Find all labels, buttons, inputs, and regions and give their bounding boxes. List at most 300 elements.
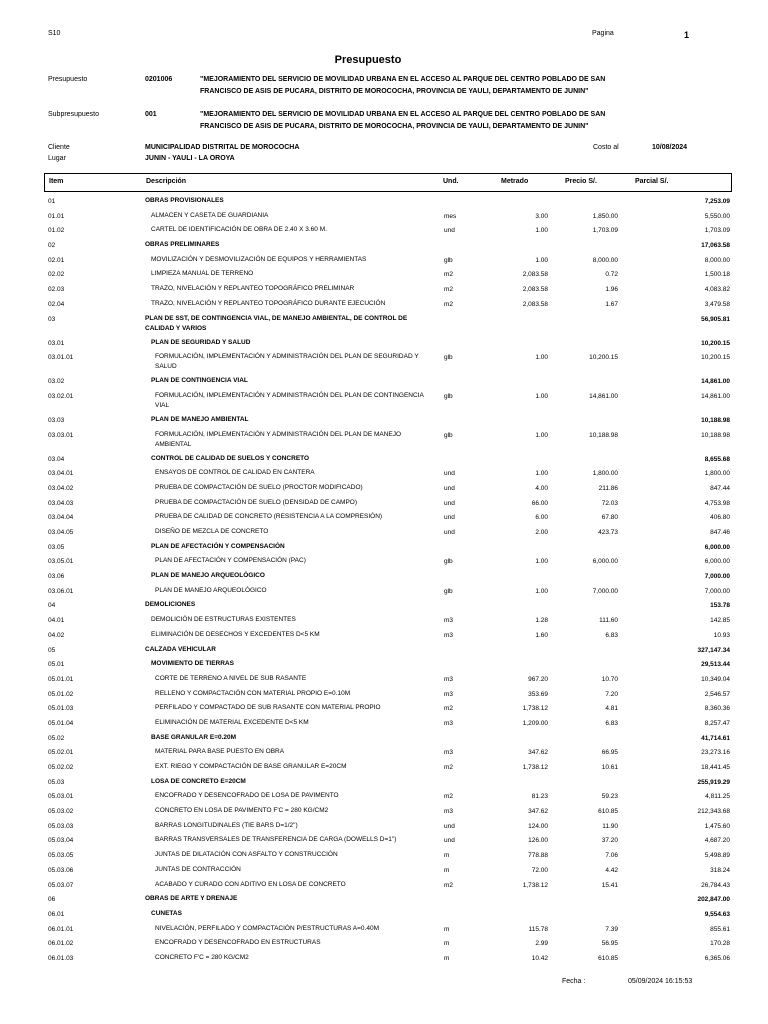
row-parcial: 4,083.82	[704, 286, 730, 294]
row-description: JUNTAS DE DILATACIÓN CON ASFALTO Y CONSTRUCCIÓN	[155, 851, 338, 859]
row-unit: m3	[444, 749, 454, 757]
page-label: Pagina	[592, 30, 614, 37]
row-precio: 6,000.00	[592, 558, 618, 566]
row-item: 05.02.02	[48, 764, 74, 771]
cliente-value: MUNICIPALIDAD DISTRITAL DE MOROCOCHA	[145, 144, 300, 151]
row-unit: m3	[444, 617, 454, 625]
row-parcial: 6,000.00	[704, 543, 730, 551]
row-description: LIMPIEZA MANUAL DE TERRENO	[151, 270, 254, 278]
table-row	[48, 467, 730, 482]
table-row	[48, 298, 730, 313]
fecha-value: 05/09/2024 16:15:53	[628, 978, 693, 985]
row-parcial: 318.24	[710, 866, 730, 874]
row-description: TRAZO, NIVELACIÓN Y REPLANTEO TOPOGRÁFICO PRELIMINAR	[151, 285, 355, 293]
row-precio: 10.70	[601, 675, 618, 683]
row-precio: 610.85	[598, 808, 618, 816]
row-parcial: 10,188.98	[701, 431, 730, 439]
table-row	[48, 644, 730, 659]
row-description: EXT. RIEGO Y COMPACTACIÓN DE BASE GRANULAR E=20CM	[155, 763, 347, 770]
row-description: BASE GRANULAR E=0.20M	[151, 733, 237, 741]
row-description: DEMOLICIONES	[145, 601, 196, 609]
row-item: 06.01	[48, 910, 65, 918]
row-precio: 111.60	[599, 617, 618, 625]
row-metrado: 4.00	[535, 484, 548, 492]
row-precio: 6.83	[605, 631, 618, 639]
row-unit: und	[444, 837, 455, 845]
row-metrado: 347.62	[528, 808, 548, 816]
row-metrado: 1.28	[535, 617, 548, 625]
row-item: 04	[48, 602, 56, 610]
row-description: ELIMINACIÓN DE DESECHOS Y EXCEDENTES D<5 KM	[151, 630, 320, 638]
table-header	[44, 173, 732, 192]
row-parcial: 170.28	[710, 940, 730, 948]
row-unit: und	[444, 514, 455, 522]
row-description: MOVILIZACIÓN Y DESMOVILIZACIÓN DE EQUIPOS Y HERRAMIENTAS	[151, 255, 367, 263]
row-parcial: 212,343.68	[697, 808, 730, 816]
row-item: 05	[48, 646, 56, 654]
table-row	[48, 908, 730, 923]
row-precio: 7,000.00	[592, 587, 618, 595]
row-precio: 610.85	[598, 954, 618, 962]
row-description: MOVIMIENTO DE TIERRAS	[151, 660, 234, 668]
row-metrado: 1,209.00	[522, 719, 548, 727]
lugar-label: Lugar	[48, 155, 66, 162]
row-description: PLAN DE MANEJO ARQUEOLÓGICO	[155, 586, 267, 594]
row-parcial: 1,703.09	[704, 227, 730, 235]
row-unit: m2	[444, 793, 454, 801]
row-metrado: 3.00	[535, 212, 548, 220]
row-parcial: 202,847.00	[697, 896, 730, 904]
row-precio: 0.72	[605, 271, 618, 279]
row-item: 02.03	[48, 286, 65, 294]
table-row	[48, 893, 730, 908]
row-metrado: 1.00	[535, 256, 548, 264]
row-parcial: 8,257.47	[704, 719, 730, 727]
table-row	[48, 351, 730, 375]
costo-date: 10/08/2024	[652, 144, 688, 151]
row-parcial: 8,360.36	[704, 705, 730, 713]
row-description: PLAN DE MANEJO AMBIENTAL	[151, 415, 249, 423]
header-precio: Precio S/.	[565, 178, 597, 185]
row-unit: m3	[444, 675, 454, 683]
table-row	[48, 224, 730, 239]
row-precio: 4.42	[605, 866, 618, 874]
row-unit: m3	[444, 690, 454, 698]
table-row	[48, 283, 730, 298]
row-description: DEMOLICIÓN DE ESTRUCTURAS EXISTENTES	[151, 616, 296, 624]
row-parcial: 14,861.00	[701, 378, 730, 386]
row-item: 05.01.03	[48, 705, 74, 713]
page-number: 1	[684, 30, 690, 40]
header-parcial: Parcial S/.	[635, 178, 669, 185]
row-description: CUNETAS	[151, 909, 182, 917]
row-item: 03.04.02	[48, 484, 74, 492]
table-row	[48, 864, 730, 879]
row-item: 06.01.03	[48, 954, 74, 962]
table-row	[48, 210, 730, 225]
table-row	[48, 254, 730, 269]
row-unit: m	[444, 866, 450, 874]
row-description: RELLENO Y COMPACTACIÓN CON MATERIAL PROPIO E=0.10M	[155, 689, 351, 697]
row-parcial: 9,554.63	[704, 910, 730, 918]
row-description: JUNTAS DE CONTRACCIÓN	[155, 865, 241, 873]
row-item: 05.03.06	[48, 866, 74, 874]
subpresupuesto-text: "MEJORAMIENTO DEL SERVICIO DE MOVILIDAD URBANA EN EL ACCESO AL PARQUE DEL CENTRO POBLADO DE SAN FRANCISCO DE ASIS DE PUCARA, DISTRITO DE MOROCOCHA, PROVINCIA DE YAULI, DEPARTAMENTO DE JUNIN"	[200, 111, 606, 130]
table-row	[48, 717, 730, 732]
row-unit: m	[444, 940, 450, 948]
row-precio: 7.06	[605, 852, 618, 860]
row-parcial: 56,905.81	[701, 315, 730, 323]
row-unit: m2	[444, 286, 454, 294]
row-metrado: 1.00	[535, 470, 548, 478]
budget-table-body	[48, 195, 730, 967]
row-item: 06	[48, 896, 56, 904]
row-item: 05.03.04	[48, 837, 74, 845]
row-precio: 11.90	[602, 822, 618, 830]
row-metrado: 1.00	[535, 392, 548, 400]
row-description: PRUEBA DE COMPACTACIÓN DE SUELO (PROCTOR MODIFICADO)	[155, 483, 363, 491]
row-precio: 211.86	[598, 484, 618, 492]
row-description: BARRAS LONGITUDINALES (TIE BARS D=1/2")	[155, 821, 298, 829]
row-description: OBRAS PRELIMINARES	[145, 241, 220, 249]
row-precio: 1,850.00	[592, 212, 618, 220]
row-parcial: 10,188.98	[701, 416, 730, 424]
row-description: ENCOFRADO Y DESENCOFRADO EN ESTRUCTURAS	[155, 939, 321, 947]
row-parcial: 29,513.44	[701, 661, 730, 669]
row-parcial: 26,784.43	[701, 881, 730, 889]
row-item: 06.01.01	[48, 925, 74, 933]
row-parcial: 18,441.45	[701, 764, 730, 771]
row-item: 05.03.01	[48, 793, 74, 801]
row-description: ENSAYOS DE CONTROL DE CALIDAD EN CANTERA	[155, 469, 315, 477]
table-row	[48, 658, 730, 673]
table-row	[48, 805, 730, 820]
row-parcial: 14,861.00	[701, 392, 730, 400]
row-parcial: 3,479.58	[704, 300, 730, 308]
row-description: FORMULACIÓN, IMPLEMENTACIÓN Y ADMINISTRACIÓN DEL PLAN DE CONTINGENCIA VIAL	[155, 391, 424, 409]
table-row	[48, 429, 730, 453]
row-item: 05.02	[48, 734, 65, 742]
table-row	[48, 614, 730, 629]
table-row	[48, 790, 730, 805]
header-item: Item	[49, 178, 64, 185]
row-description: PLAN DE AFECTACIÓN Y COMPENSACIÓN	[151, 542, 285, 550]
row-metrado: 2.00	[535, 529, 548, 536]
row-unit: m2	[444, 881, 454, 889]
row-parcial: 23,273.16	[701, 749, 730, 757]
row-description: PLAN DE MANEJO ARQUEOLÓGICO	[151, 572, 265, 580]
row-precio: 1.67	[605, 300, 618, 308]
table-row	[48, 239, 730, 254]
table-row	[48, 923, 730, 938]
row-metrado: 778.88	[528, 852, 548, 860]
row-unit: und	[444, 529, 455, 536]
row-description: OBRAS PROVISIONALES	[145, 197, 224, 204]
table-row	[48, 599, 730, 614]
row-unit: glb	[444, 558, 453, 566]
row-metrado: 353.69	[528, 690, 548, 698]
row-parcial: 8,000.00	[704, 256, 730, 264]
header-descripcion: Descripción	[146, 178, 187, 185]
table-row	[48, 268, 730, 283]
row-item: 03.04	[48, 455, 65, 463]
table-row	[48, 570, 730, 585]
row-item: 03.01	[48, 339, 65, 347]
row-item: 02.04	[48, 300, 65, 308]
table-row	[48, 195, 730, 210]
table-row	[48, 849, 730, 864]
row-metrado: 1,738.12	[522, 764, 548, 771]
table-row	[48, 732, 730, 747]
row-item: 05.01.02	[48, 690, 74, 698]
row-precio: 15.41	[601, 881, 618, 889]
row-parcial: 8,655.68	[704, 455, 730, 463]
row-parcial: 1,500.18	[704, 271, 730, 279]
row-metrado: 1.60	[535, 631, 548, 639]
row-precio: 72.03	[601, 499, 618, 507]
presupuesto-label: Presupuesto	[48, 76, 88, 83]
row-item: 03.03.01	[48, 431, 74, 439]
row-unit: glb	[444, 392, 453, 400]
row-parcial: 17,063.58	[701, 242, 730, 250]
row-parcial: 10,200.15	[701, 339, 730, 347]
row-item: 03.02.01	[48, 392, 74, 400]
row-item: 03.06.01	[48, 587, 74, 595]
row-precio: 10,188.98	[589, 431, 618, 439]
table-row	[48, 585, 730, 600]
presupuesto-code: 0201006	[145, 76, 173, 83]
table-row	[48, 746, 730, 761]
row-item: 03.04.03	[48, 499, 74, 507]
row-metrado: 1.00	[535, 227, 548, 235]
row-description: PLAN DE CONTINGENCIA VIAL	[151, 377, 248, 385]
row-description: CONTROL DE CALIDAD DE SUELOS Y CONCRETO	[151, 454, 310, 462]
row-parcial: 2,546.57	[704, 690, 730, 698]
row-unit: m	[444, 925, 450, 933]
budget-meta	[48, 76, 728, 168]
row-parcial: 5,498.89	[704, 852, 730, 860]
row-unit: glb	[444, 256, 453, 264]
row-item: 02	[48, 242, 56, 250]
row-precio: 66.95	[601, 749, 618, 757]
row-parcial: 142.85	[710, 617, 730, 625]
table-row	[48, 834, 730, 849]
row-metrado: 2.99	[535, 940, 548, 948]
row-item: 02.01	[48, 256, 65, 264]
row-description: CALZADA VEHICULAR	[145, 645, 216, 653]
row-parcial: 4,687.20	[704, 837, 730, 845]
row-description: PLAN DE SST, DE CONTINGENCIA VIAL, DE MANEJO AMBIENTAL, DE CONTROL DE CALIDAD Y VARIOS	[145, 314, 408, 332]
row-metrado: 1.00	[535, 587, 548, 595]
row-description: DISEÑO DE MEZCLA DE CONCRETO	[155, 528, 269, 535]
row-item: 03	[48, 315, 56, 323]
table-row	[48, 820, 730, 835]
row-description: PRUEBA DE COMPACTACIÓN DE SUELO (DENSIDAD DE CAMPO)	[155, 498, 358, 506]
row-unit: m	[444, 954, 450, 962]
row-item: 05.03.05	[48, 852, 74, 860]
row-precio: 7.20	[605, 690, 618, 698]
row-metrado: 126.00	[528, 837, 548, 845]
row-unit: m3	[444, 808, 454, 816]
table-row	[48, 761, 730, 776]
row-unit: und	[444, 822, 455, 830]
row-precio: 1,800.00	[592, 470, 618, 478]
row-metrado: 72.00	[531, 866, 548, 874]
row-unit: m2	[444, 764, 454, 771]
table-row	[48, 776, 730, 791]
row-item: 03.05	[48, 543, 65, 551]
row-metrado: 2,083.58	[522, 300, 548, 308]
row-unit: m2	[444, 271, 454, 279]
row-parcial: 10,200.15	[701, 354, 730, 362]
row-item: 05.02.01	[48, 749, 74, 757]
row-unit: m3	[444, 631, 454, 639]
row-description: CONCRETO EN LOSA DE PAVIMENTO F'C = 280 KG/CM2	[155, 807, 329, 815]
row-precio: 1,703.09	[592, 227, 618, 235]
table-row	[48, 414, 730, 429]
row-description: CONCRETO F'C = 280 KG/CM2	[155, 953, 249, 961]
header-und: Und.	[443, 178, 459, 185]
row-precio: 8,000.00	[592, 256, 618, 264]
row-item: 05.01.01	[48, 675, 74, 683]
row-unit: glb	[444, 354, 453, 362]
row-description: PLAN DE AFECTACIÓN Y COMPENSACIÓN (PAC)	[155, 557, 306, 565]
row-item: 04.02	[48, 631, 65, 639]
row-metrado: 66.00	[531, 499, 548, 507]
row-unit: und	[444, 499, 455, 507]
table-row	[48, 555, 730, 570]
row-description: FORMULACIÓN, IMPLEMENTACIÓN Y ADMINISTRACIÓN DEL PLAN DE MANEJO AMBIENTAL	[155, 430, 402, 448]
table-row	[48, 497, 730, 512]
row-precio: 4.81	[605, 705, 618, 713]
row-item: 03.03	[48, 416, 65, 424]
row-metrado: 2,083.58	[522, 271, 548, 279]
row-unit: m	[444, 852, 450, 860]
row-unit: und	[444, 227, 455, 235]
row-unit: und	[444, 484, 455, 492]
row-item: 05.03.07	[48, 881, 74, 889]
row-item: 01	[48, 198, 56, 205]
row-item: 05.03.02	[48, 808, 74, 816]
row-description: NIVELACIÓN, PERFILADO Y COMPACTACIÓN P/ESTRUCTURAS A=0.40M	[155, 924, 380, 932]
row-metrado: 347.62	[528, 749, 548, 757]
row-metrado: 1.00	[535, 558, 548, 566]
row-description: FORMULACIÓN, IMPLEMENTACIÓN Y ADMINISTRACIÓN DEL PLAN DE SEGURIDAD Y SALUD	[155, 353, 419, 371]
row-item: 03.04.04	[48, 514, 74, 522]
row-parcial: 7,000.00	[704, 573, 730, 581]
row-parcial: 5,550.00	[704, 212, 730, 220]
row-description: LOSA DE CONCRETO E=20CM	[151, 777, 246, 785]
row-precio: 423.73	[598, 529, 618, 536]
row-description: BARRAS TRANSVERSALES DE TRANSFERENCIA DE CARGA (DOWELLS D=1")	[155, 836, 397, 844]
row-description: PLAN DE SEGURIDAD Y SALUD	[151, 338, 251, 346]
row-description: TRAZO, NIVELACIÓN Y REPLANTEO TOPOGRÁFICO DURANTE EJECUCIÓN	[151, 299, 386, 307]
row-parcial: 153.78	[710, 602, 730, 610]
row-description: CARTEL DE IDENTIFICACIÓN DE OBRA DE 2.40 X 3.60 M.	[151, 226, 327, 234]
row-parcial: 255,919.29	[697, 778, 730, 786]
row-parcial: 6,365.06	[704, 954, 730, 962]
row-item: 03.02	[48, 378, 65, 386]
row-metrado: 81.23	[531, 793, 548, 801]
row-metrado: 2,083.58	[522, 286, 548, 294]
row-item: 03.04.05	[48, 529, 74, 536]
table-row	[48, 313, 730, 337]
row-parcial: 847.44	[710, 484, 730, 492]
subpresupuesto-code: 001	[145, 111, 157, 118]
row-metrado: 6.00	[535, 514, 548, 522]
row-description: ACABADO Y CURADO CON ADITIVO EN LOSA DE CONCRETO	[155, 880, 346, 888]
row-precio: 1.96	[605, 286, 618, 294]
row-parcial: 10.93	[713, 631, 730, 639]
table-row	[48, 879, 730, 894]
row-precio: 56.95	[601, 940, 618, 948]
row-item: 03.05.01	[48, 558, 74, 566]
row-precio: 67.80	[601, 514, 618, 522]
row-item: 03.04.01	[48, 470, 74, 478]
row-precio: 59.23	[601, 793, 618, 801]
row-metrado: 1,738.12	[522, 881, 548, 889]
row-description: ALMACEN Y CASETA DE GUARDIANIA	[151, 211, 269, 219]
row-parcial: 41,714.61	[701, 734, 730, 742]
row-metrado: 1.00	[535, 354, 548, 362]
row-item: 01.01	[48, 212, 65, 220]
costo-label: Costo al	[593, 144, 619, 151]
row-parcial: 7,253.09	[704, 198, 730, 205]
row-item: 03.01.01	[48, 354, 74, 362]
row-item: 02.02	[48, 271, 65, 279]
table-row	[48, 337, 730, 352]
row-item: 06.01.02	[48, 940, 74, 948]
row-description: OBRAS DE ARTE Y DRENAJE	[145, 895, 238, 903]
row-item: 05.03	[48, 778, 65, 786]
row-parcial: 4,811.25	[705, 793, 730, 801]
row-description: CORTE DE TERRENO A NIVEL DE SUB RASANTE	[155, 674, 307, 682]
row-unit: m2	[444, 705, 454, 713]
row-unit: mes	[444, 212, 457, 220]
table-row	[48, 702, 730, 717]
row-unit: glb	[444, 587, 453, 595]
row-parcial: 1,475.60	[704, 822, 730, 830]
row-description: PERFILADO Y COMPACTADO DE SUB RASANTE CON MATERIAL PROPIO	[155, 704, 381, 712]
row-description: MATERIAL PARA BASE PUESTO EN OBRA	[155, 748, 285, 756]
row-parcial: 6,000.00	[704, 558, 730, 566]
page-title: Presupuesto	[334, 54, 402, 66]
row-description: ENCOFRADO Y DESENCOFRADO DE LOSA DE PAVIMENTO	[155, 792, 339, 800]
row-parcial: 7,000.00	[704, 587, 730, 595]
row-unit: glb	[444, 431, 453, 439]
row-description: PRUEBA DE CALIDAD DE CONCRETO (RESISTENCIA A LA COMPRESIÓN)	[155, 513, 383, 521]
table-row	[48, 526, 730, 541]
row-parcial: 1,800.00	[704, 470, 730, 478]
table-row	[48, 482, 730, 497]
report-code: S10	[48, 30, 61, 37]
table-row	[48, 952, 730, 967]
row-precio: 6.83	[605, 719, 618, 727]
row-unit: und	[444, 470, 455, 478]
table-row	[48, 688, 730, 703]
table-row	[48, 390, 730, 414]
table-row	[48, 673, 730, 688]
row-parcial: 4,753.98	[704, 499, 730, 507]
row-precio: 7.39	[605, 925, 618, 933]
table-row	[48, 937, 730, 952]
subpresupuesto-label: Subpresupuesto	[48, 111, 99, 118]
row-unit: m2	[444, 300, 454, 308]
row-parcial: 406.80	[710, 514, 730, 522]
row-item: 01.02	[48, 227, 65, 235]
table-row	[48, 453, 730, 468]
fecha-label: Fecha :	[562, 978, 586, 985]
